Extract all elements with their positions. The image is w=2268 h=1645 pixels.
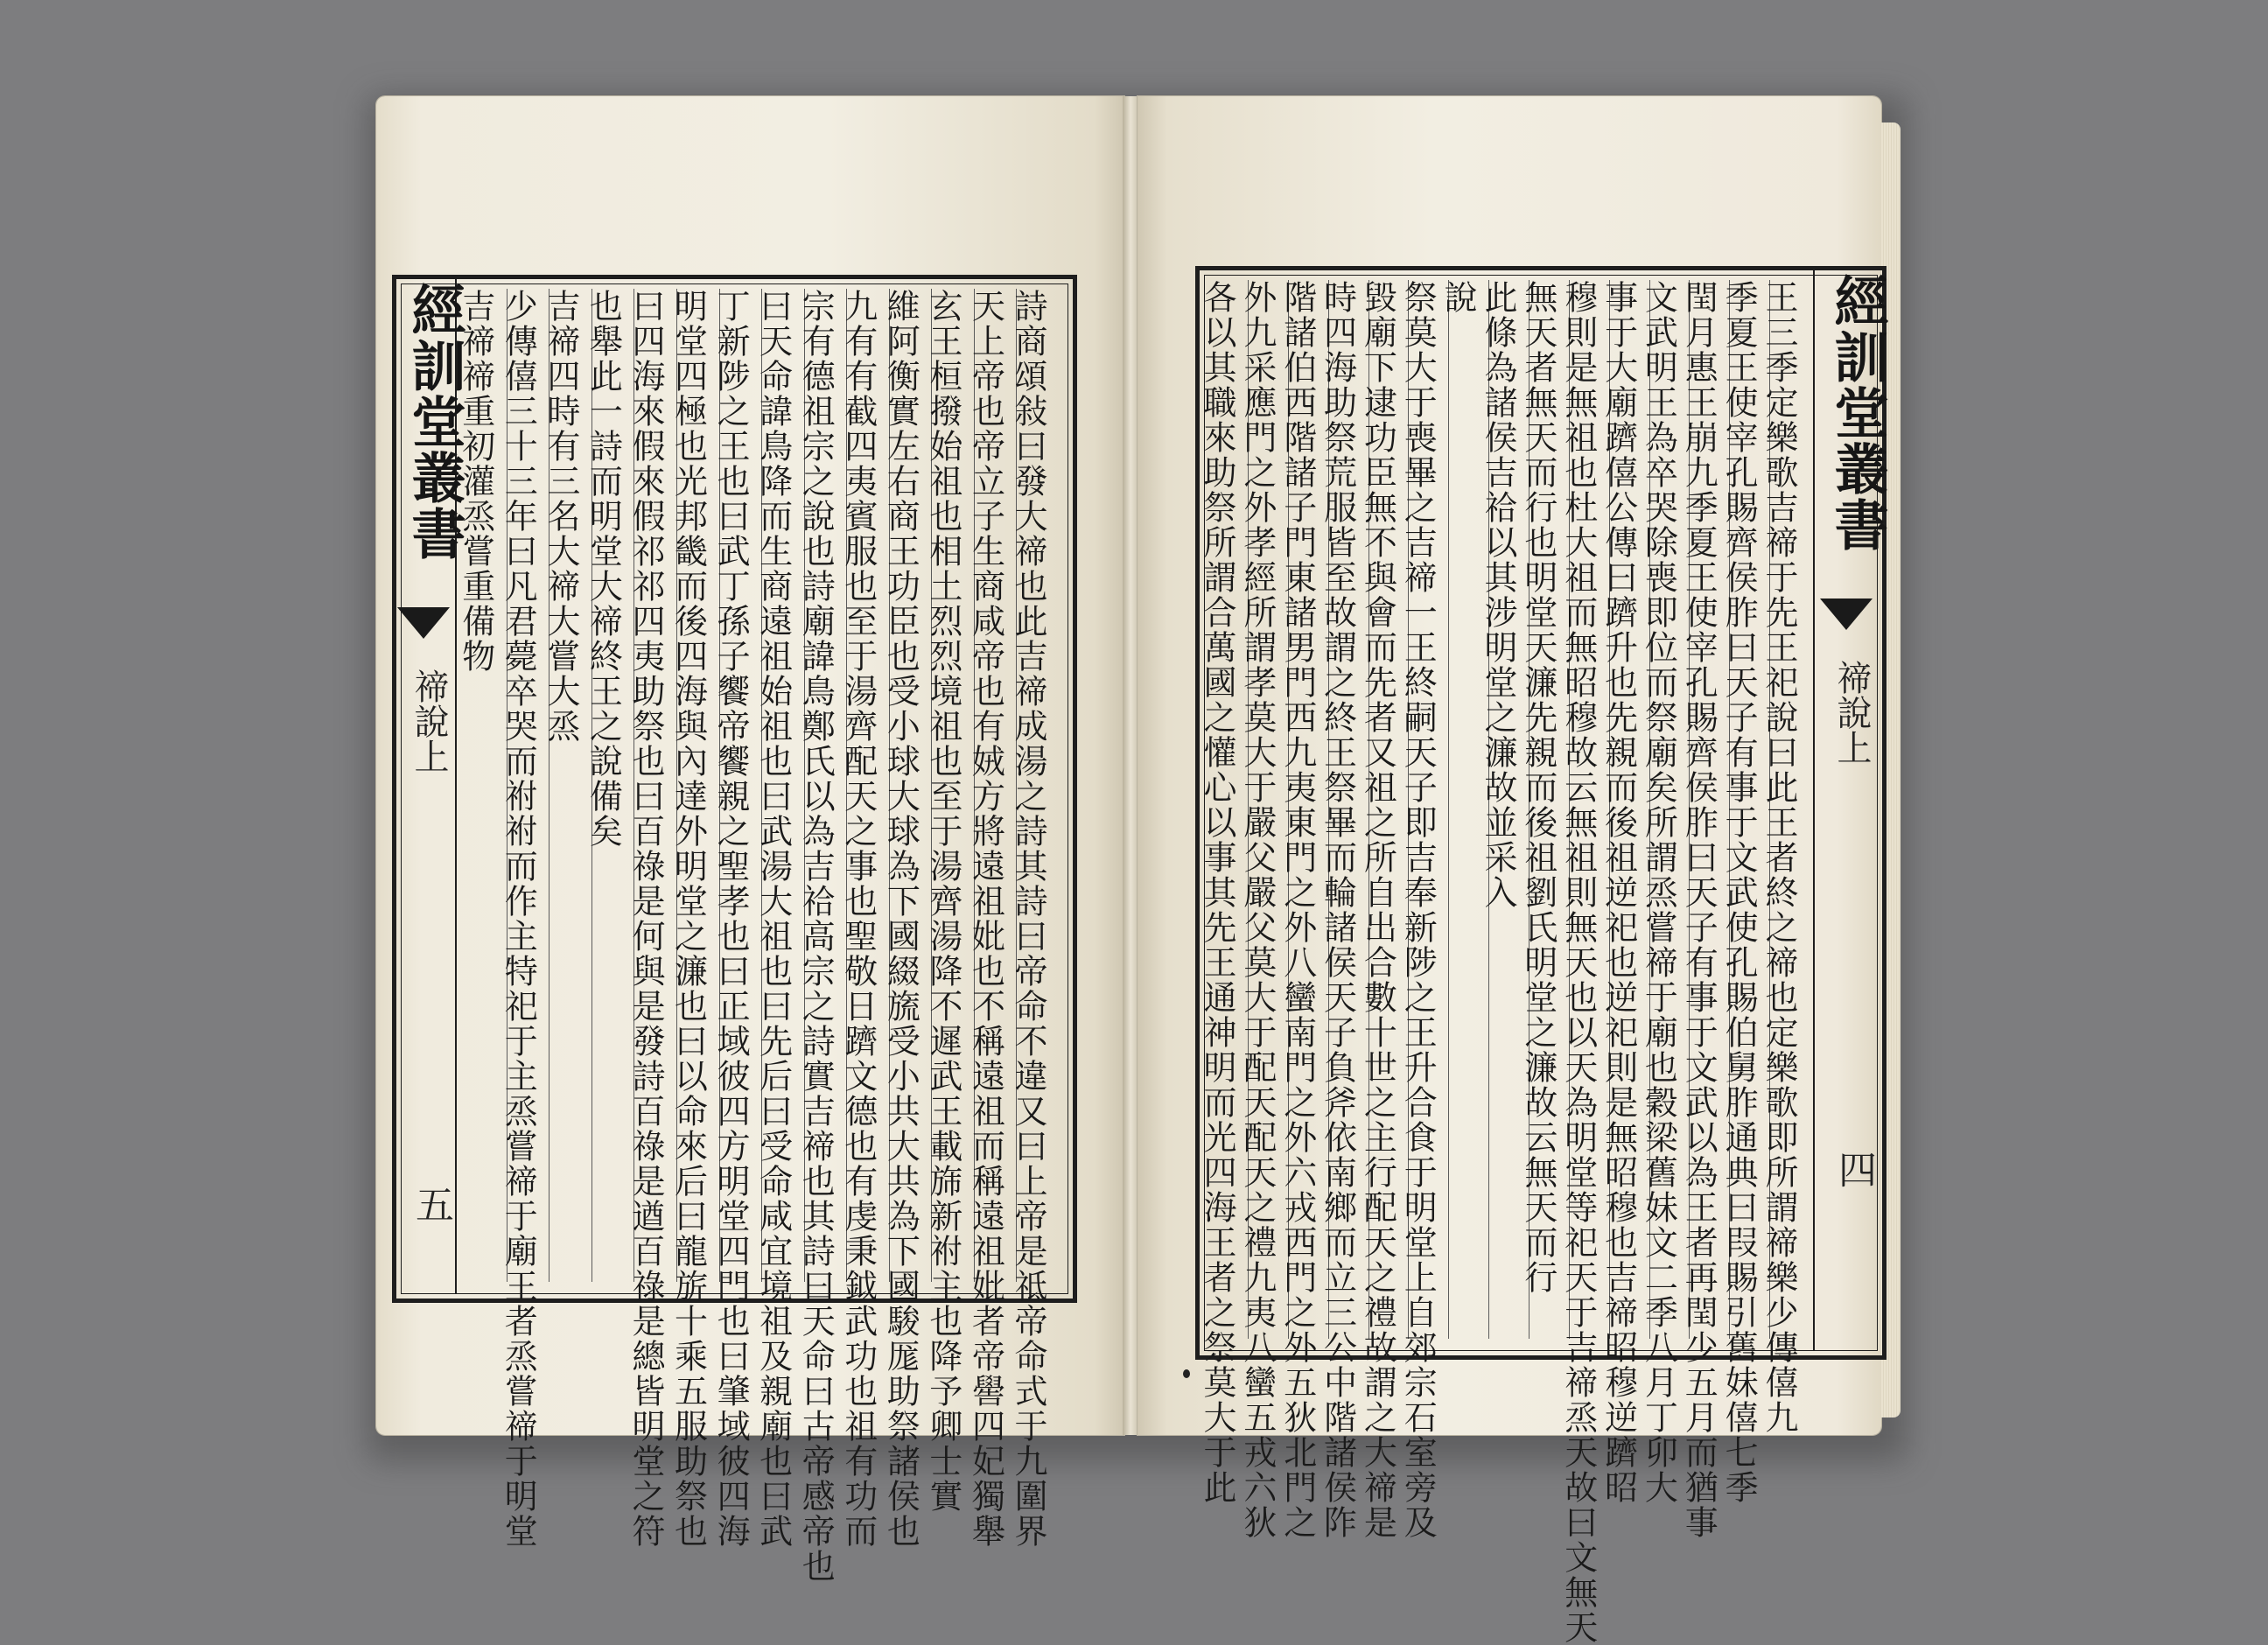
left-text-column: 少傳僖三十三年曰凡君薨卒哭而祔祔而作主特祀于主烝嘗禘于廟王者烝嘗禘于明堂 xyxy=(507,289,550,1282)
right-text-columns xyxy=(1197,280,1810,1645)
right-text-column: 祭莫大于喪畢之吉禘一王終嗣天子即吉奉新陟之王升合食于明堂上自郊宗石室旁及 xyxy=(1408,280,1448,1339)
left-text-column: 詩商頌敍曰發大禘也此吉禘成湯之詩其詩曰帝命不違又曰上帝是祗帝命式于九圍界 xyxy=(1016,289,1059,1282)
left-text-column: 宗有德祖宗之說也詩廟諱鳥鄭氏以為吉祫高宗之詩實吉禘也其詩曰天命曰古帝感帝也 xyxy=(804,289,847,1282)
right-text-column: 時四海助祭荒服皆至故謂之終王祭畢而輪諸侯天子負斧依南鄉而立三公中階諸侯阼 xyxy=(1328,280,1368,1339)
ink-mark xyxy=(1183,1369,1190,1378)
right-text-column: 事于大廟躋僖公傳曰躋升也先親而後祖逆祀也逆祀則是無昭穆也吉禘昭穆逆躋昭 xyxy=(1609,280,1649,1339)
left-text-column: 天上帝也帝立子生商咸帝也有娀方將遠祖妣也不稱遠祖而稱遠祖妣者帝嚳四妃獨舉 xyxy=(974,289,1017,1282)
left-text-column: 明堂四極也光邦畿而後四海與內達外明堂之濂也曰以命來后曰龍旂十乘五服助祭也 xyxy=(676,289,719,1282)
right-text-column: 說 xyxy=(1448,280,1488,1339)
right-text-column: 季夏王使宰孔賜齊侯胙曰天子有事于文武使孔賜伯舅胙通典曰叚賜引舊妹僖七季 xyxy=(1729,280,1769,1339)
left-text-column: 也舉此一詩而明堂大禘終王之說備矣 xyxy=(592,289,634,1282)
right-banxin xyxy=(1813,266,1889,1351)
right-text-column: 文武明王為卒哭除喪即位而祭廟矣所謂烝嘗禘于廟也穀梁舊妹文二季八月丁卯大 xyxy=(1649,280,1690,1339)
right-text-column: 無天者無天而行也明堂天濂先親而後祖劉氏明堂之濂故云無天而行 xyxy=(1529,280,1569,1339)
left-text-column: 吉禘四時有三名大禘大嘗大烝 xyxy=(549,289,592,1282)
right-text-column: 毀廟下逮功臣無不與會而先者又祖之所自出合數十世之主行配天之禮故謂之大禘是 xyxy=(1368,280,1409,1339)
right-text-column: 王三季定樂歌吉禘于先王祀說曰此王者終之禘也定樂歌即所謂禘樂少傳僖九 xyxy=(1769,280,1810,1339)
left-text-column: 維阿衡實左右商王功臣也受小球大球為下國綴旒受小共大共為下國駿厖助祭諸侯也 xyxy=(889,289,932,1282)
left-text-column: 曰四海來假來假祁祁四夷助祭也曰百祿是何與是發詩百祿是遒百祿是總皆明堂之符 xyxy=(634,289,676,1282)
right-banxin-subtitle: 禘說上 xyxy=(1831,660,1872,765)
right-text-column: 各以其職來助祭所謂合萬國之懽心以事其先王通神明而光四海王者之祭莫大于此 xyxy=(1197,280,1236,1505)
left-text-column: 玄王桓撥始祖也相土烈烈境祖也至于湯齊湯降不遲武王載旆新祔主也降予卿士實 xyxy=(931,289,974,1282)
right-text-column: 外九采應門之外孝經所謂孝莫大于嚴父嚴父莫大于配天配天之禮九夷八蠻五戎六狄 xyxy=(1248,280,1288,1339)
fish-tail-mark xyxy=(397,607,450,639)
left-banxin-page-number: 五 xyxy=(409,1185,453,1223)
left-banxin xyxy=(392,275,466,1294)
left-text-column: 吉禘禘重初灌烝嘗重備物 xyxy=(456,289,495,674)
right-text-column: 穆則是無祖也杜大祖而無昭穆故云無祖則無天也以天為明堂等祀天于吉禘烝天故曰文無天 xyxy=(1569,280,1609,1339)
right-text-column: 閏月惠王崩九季夏王使宰孔賜齊侯胙曰天子有事于文武以為王者再閏少五月而猶事 xyxy=(1689,280,1729,1339)
left-text-column: 九有有截四夷賓服也至于湯齊配天之事也聖敬日躋文德也有虔秉鉞武功也祖有功而 xyxy=(846,289,889,1282)
right-banxin-title: 經訓堂叢書 xyxy=(1825,273,1889,553)
left-text-columns xyxy=(456,289,1059,1584)
right-text-column: 此條為諸侯吉祫以其涉明堂之濂故並采入 xyxy=(1488,280,1529,1339)
left-banxin-title: 經訓堂叢書 xyxy=(402,282,466,562)
right-banxin-page-number: 四 xyxy=(1831,1150,1876,1188)
left-banxin-subtitle: 禘說上 xyxy=(409,668,449,774)
left-text-column: 曰天命諱鳥降而生商遠祖始祖也曰武湯大祖也曰先后曰受命咸宜境祖及親廟也曰武 xyxy=(761,289,804,1282)
fish-tail-mark xyxy=(1820,598,1872,630)
right-text-column: 階諸伯西階諸子門東諸男門西九夷東門之外八蠻南門之外六戎西門之外五狄北門之 xyxy=(1288,280,1328,1339)
left-text-column: 丁新陟之王也曰武丁孫子饗帝饗親之聖孝也曰正域彼四方明堂四門也曰肇域彼四海 xyxy=(719,289,762,1282)
